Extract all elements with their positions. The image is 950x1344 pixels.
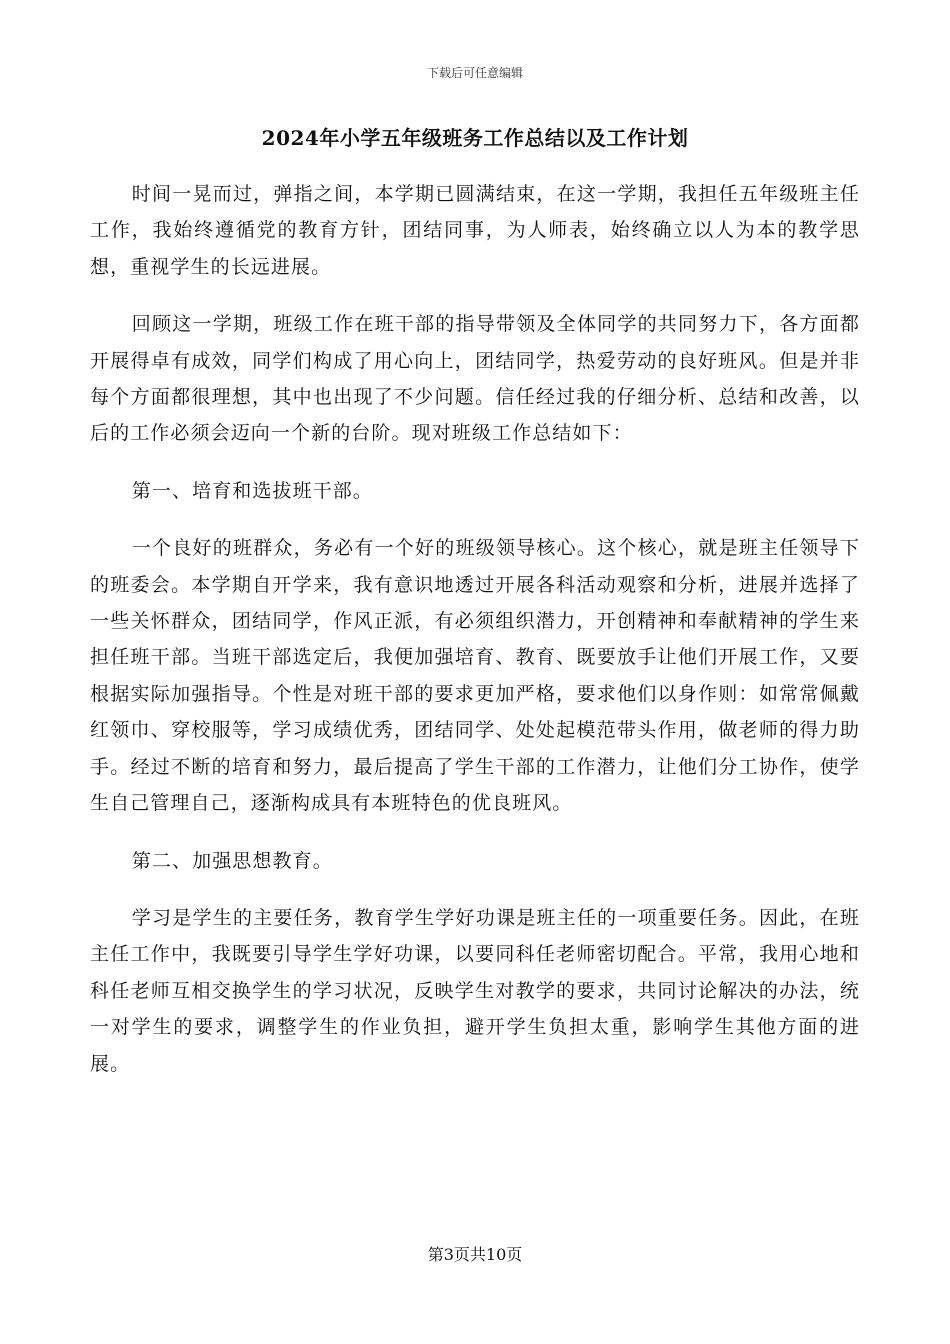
download-note: 下载后可任意编辑	[426, 66, 523, 80]
page-number: 第3页共10页	[427, 1245, 523, 1264]
document-body	[90, 176, 860, 1103]
section-heading-2: 第二、加强思想教育。	[131, 849, 333, 872]
document-title: 2024年小学五年级班务工作总结以及工作计划	[261, 126, 689, 150]
section-heading-1: 第一、培育和选拔班干部。	[131, 479, 373, 502]
paragraph-review: 回顾这一学期，班级工作在班干部的指导带领及全体同学的共同努力下，各方面都开展得卓有成效，同学们构成了用心向上，团结同学，热爱劳动的良好班风。但是并非每个方面都很理想，其中也出现了不少问题。信任经过我的仔细分析、总结和改善，以后的工作必须会迈向一个新的台阶。现对班级工作总结如下：	[90, 313, 860, 445]
paragraph-study: 学习是学生的主要任务，教育学生学好功课是班主任的一项重要任务。因此，在班主任工作中，我既要引导学生学好功课，以要同科任老师密切配合。平常，我用心地和科任老师互相交换学生的学习状况，反映学生对教学的要求，共同讨论解决的办法，统一对学生的要求，调整学生的作业负担，避开学生负担太重，影响学生其他方面的进展。	[90, 906, 860, 1075]
paragraph-class-cadre: 一个良好的班群众，务必有一个好的班级领导核心。这个核心，就是班主任领导下的班委会。本学期自开学来，我有意识地透过开展各科活动观察和分析，进展并选择了一些关怀群众，团结同学，作风正派，有必须组织潜力，开创精神和奉献精神的学生来担任班干部。当班干部选定后，我便加强培育、教育、既要放手让他们开展工作，又要根据实际加强指导。个性是对班干部的要求更加严格，要求他们以身作则：如常常佩戴红领巾、穿校服等，学习成绩优秀，团结同学、处处起模范带头作用，做老师的得力助手。经过不断的培育和努力，最后提高了学生干部的工作潜力，让他们分工协作，使学生自己管理自己，逐渐构成具有本班特色的优良班风。	[90, 537, 860, 815]
paragraph-intro: 时间一晃而过，弹指之间，本学期已圆满结束，在这一学期，我担任五年级班主任工作，我始终遵循党的教育方针，团结同事，为人师表，始终确立以人为本的教学思想，重视学生的长远进展。	[90, 183, 860, 278]
